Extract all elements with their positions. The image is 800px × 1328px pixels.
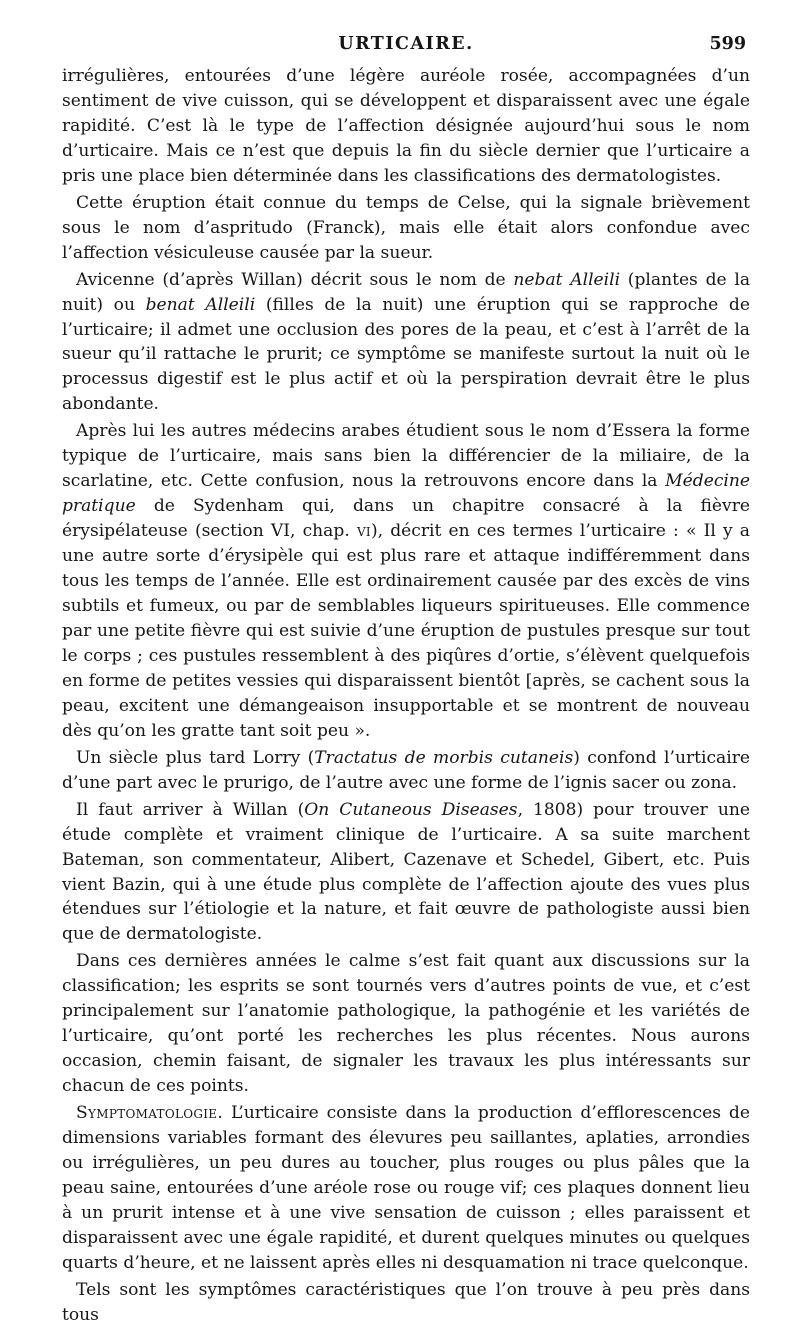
running-head-title: URTICAIRE. bbox=[338, 34, 474, 54]
paragraph-celse: Cette éruption était connue du temps de Celse, qui la signale brièvement sous le nom d’aspritudo (Franck), mais elle était alors confondue avec l’affection vésiculeuse causée par la sueur. bbox=[62, 192, 750, 263]
text-run: Après lui les autres médecins arabes étudient sous le nom d’Essera la forme typique de l’urticaire, mais sans bien la différencier de la miliaire, de la scarlatine, etc. Cette confusion, nous la retrouvons encore dans la bbox=[62, 421, 750, 492]
italic-title: Médecine pratique bbox=[62, 471, 750, 517]
text-run: de Sydenham qui, dans un chapitre consacré à la fièvre érysipélateuse (section VI, chap. bbox=[62, 496, 750, 542]
text-run: Il faut arriver à Willan ( bbox=[76, 799, 305, 820]
page-number: 599 bbox=[709, 34, 746, 54]
paragraph-avicenne bbox=[62, 268, 750, 418]
paragraph-lorry bbox=[62, 746, 750, 796]
italic-title: Tractatus de morbis cutaneis bbox=[314, 747, 574, 768]
paragraph-symptomes: Tels sont les symptômes caractéristiques que l’on trouve à peu près dans tous bbox=[62, 1279, 750, 1325]
text-run: Avicenne (d’après Willan) décrit sous le nom de bbox=[76, 269, 514, 290]
body-text bbox=[62, 64, 750, 1328]
paragraph-recent-research: Dans ces dernières années le calme s’est fait quant aux discussions sur la classification; les esprits se sont tournés vers d’autres points de vue, et c’est principalement sur l’anatomie pathologique, la pathogénie et les variétés de l’urticaire, qu’ont porté les recherches les plus récentes. Nous aurons occasion, chemin faisant, de signaler les travaux les plus intéressants sur chacun de ces points. bbox=[62, 951, 750, 1097]
italic-title: On Cutaneous Diseases bbox=[304, 799, 518, 820]
italic-term: benat Alleili bbox=[145, 294, 256, 315]
paragraph-willan bbox=[62, 798, 750, 948]
text-run: ), décrit en ces termes l’urticaire : « Il y a une autre sorte d’érysipèle qui est plus rare et attaque indifféremment dans tous les temps de l’année. Elle est ordinairement causée par des excès de vins subtils et fumeux, ou par de semblables liqueurs spiritueuses. Elle commence par une petite fièvre qui est suivie d’une éruption de pustules presque sur tout le corps ; ces pustules ressemblent à des piqûres d’ortie, s’élèvent quelquefois en forme de petites vessies qui disparaissent bientôt [après, se cachent sous la peau, excitent une démangeaison insupportable et se montrent de nouveau dès qu’on les gratte tant soit peu ». bbox=[62, 521, 751, 741]
paragraph-arabes-sydenham bbox=[62, 419, 750, 743]
text-run: ) confond l’urticaire d’une part avec le prurigo, de l’autre avec une forme de l’ignis sacer ou zona. bbox=[62, 747, 750, 793]
paragraph-continuation: irrégulières, entourées d’une légère auréole rosée, accompagnées d’un sentiment de vive cuisson, qui se développent et disparaissent avec une égale rapidité. C’est là le type de l’affection désignée aujourd’hui sous le nom d’urticaire. Mais ce n’est que depuis la fin du siècle dernier que l’urticaire a pris une place bien déterminée dans les classifications des dermatologistes. bbox=[62, 66, 750, 186]
text-run: Un siècle plus tard Lorry ( bbox=[76, 747, 315, 768]
text-run: L’urticaire consiste dans la production d’efflorescences de dimensions variables formant des élevures peu saillantes, aplaties, arrondies ou irrégulières, un peu dures au toucher, plus rouges ou plus pâles que la peau saine, entourées d’une aréole rose ou rouge vif; ces plaques donnent lieu à un prurit intense et à une vive sensation de cuisson ; elles paraissent et disparaissent avec une égale rapidité, et durent quelques minutes ou quelques quarts d’heure, et ne laissent après elles ni desquamation ni trace quelconque. bbox=[62, 1103, 750, 1273]
paragraph-symptomatologie bbox=[62, 1101, 750, 1276]
chapter-numeral: vi bbox=[356, 521, 371, 542]
section-heading: Symptomatologie. bbox=[76, 1103, 224, 1124]
italic-term: nebat Alleili bbox=[513, 269, 621, 290]
text-run: (filles de la nuit) une éruption qui se rapproche de l’urticaire; il admet une occlusion des pores de la peau, et c’est à l’arrêt de la sueur qu’il rattache le prurit; ce symptôme se manifeste surtout la nuit où le processus digestif est le plus actif et où la perspiration devrait être le plus abondante. bbox=[62, 294, 750, 415]
text-run: , 1808) pour trouver une étude complète et vraiment clinique de l’urticaire. A sa suite marchent Bateman, son commentateur, Alibert, Cazenave et Schedel, Gibert, etc. Puis vient Bazin, qui à une étude plus complète de l’affection ajoute des vues plus étendues sur l’étiologie et la nature, et fait œuvre de pathologiste aussi bien que de dermatologiste. bbox=[62, 799, 750, 945]
text-run: (plantes de la nuit) ou bbox=[62, 269, 751, 315]
running-head bbox=[62, 30, 750, 58]
